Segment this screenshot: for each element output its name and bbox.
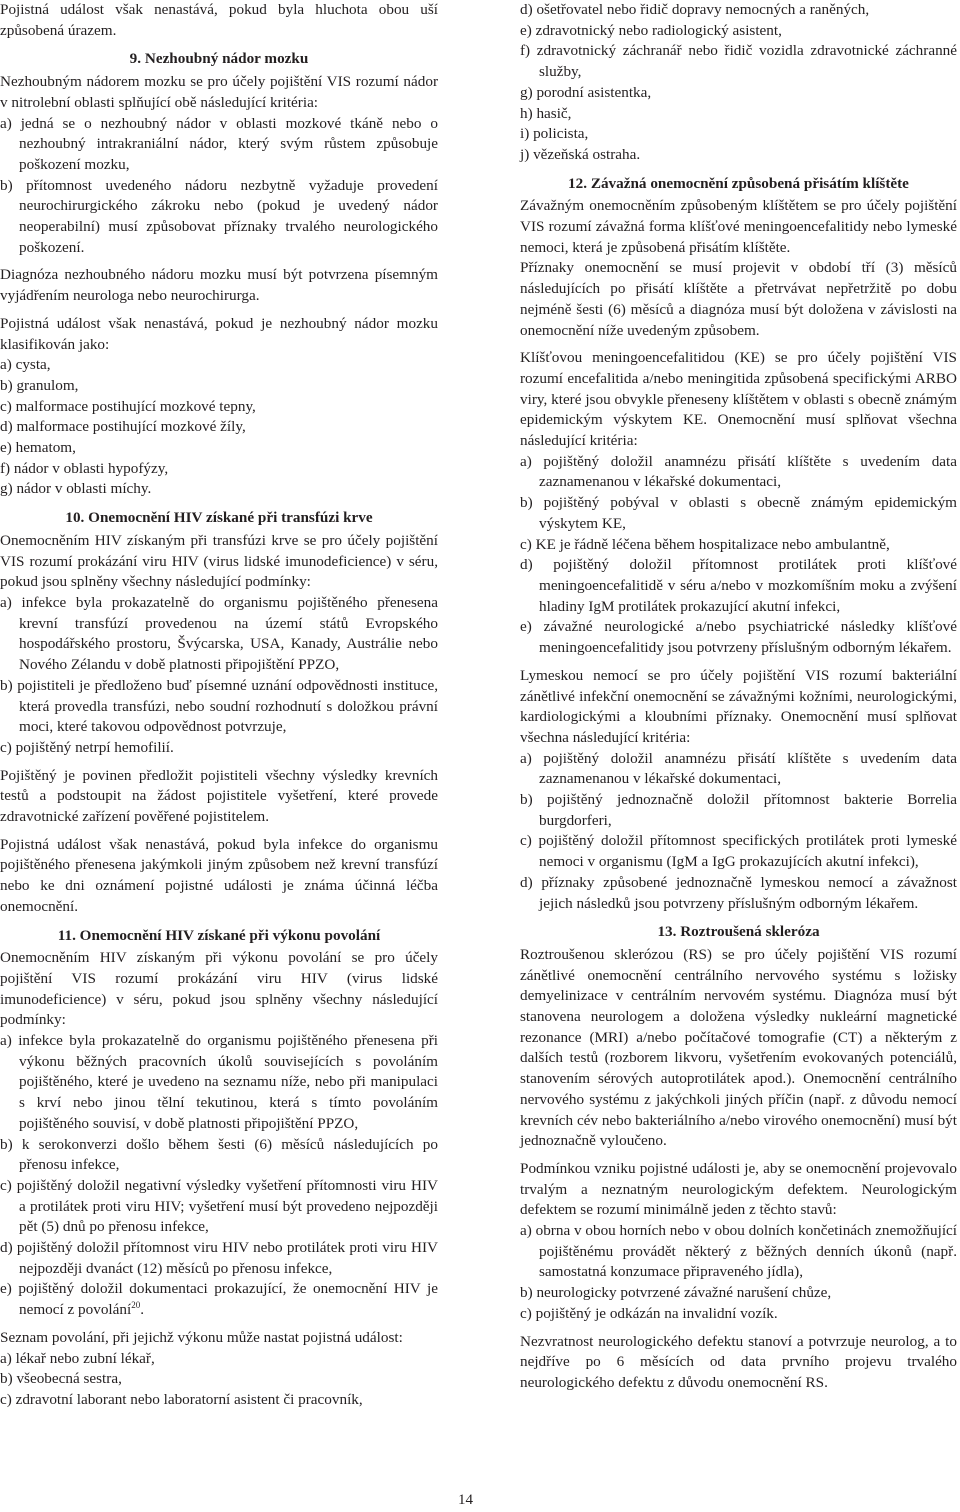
paragraph: Seznam povolání, při jejichž výkonu může nastat pojistná událost: (0, 1328, 403, 1346)
list-item: f) zdravotnický záchranář nebo řidič vozidla zdravotnické záchranné služby, (520, 42, 957, 81)
list-item: d) pojištěný doložil přítomnost protilátek proti klíšťové meningoencefalitidě v séru a/nebo v mozkomíšním moku a zvýšení hladiny IgM protilátek prokazující akutní infekci, (520, 556, 957, 615)
section-heading-10: 10. Onemocnění HIV získané při transfúzi krve (65, 509, 373, 527)
list-item: b) neurologicky potvrzené závažné narušení chůze, (520, 1284, 832, 1302)
list-item: b) k serokonverzi došlo během šesti (6) měsíců následujících po přenosu infekce, (0, 1135, 438, 1174)
list-item: c) zdravotní laborant nebo laboratorní asistent či pracovník, (0, 1391, 363, 1408)
list-item: a) infekce byla prokazatelně do organismu pojištěného přenesena krevní transfúzí provedenou na území států Evropského hospodářského prostoru, Švýcarska, USA, Kanady, Austrálie nebo Nového Zélandu v době platnosti připojištění PPZO, (0, 593, 438, 674)
paragraph: Příznaky onemocnění se musí projevit v období tří (3) měsíců následujících po přisátí klíštěte a přetrvávat nepřetržitě po dobu nejméně šesti (6) měsíců a diagnóza musí být doložena v závislosti na onemocnění níže uvedeným způsobem. (520, 259, 957, 339)
list-item: e) závažné neurologické a/nebo psychiatrické následky klíšťové meningoencefalitidy jsou potvrzeny příslušným odborným lékařem. (520, 618, 957, 657)
list-item (0, 1279, 438, 1320)
paragraph: Lymeskou nemocí se pro účely pojištění VIS rozumí bakteriální zánětlivé infekční onemocnění se závažnými kožními, neurologickými, kardiologickými a kloubními příznaky. Onemocnění musí splňovat všechna následující kritéria: (520, 666, 957, 746)
paragraph: Roztroušenou sklerózou (RS) se pro účely pojištění VIS rozumí zánětlivé onemocnění centrálního nervového systému s ložisky demyelinizace v centrálním nervovém systému. Diagnóza musí být stanovena neurologem a doložena výsledky nukleární magnetické rezonance (MRI) a/nebo počítačové tomografie (CT) a některým z dalších testů (rozborem likvoru, vyšetřením evokovaných potenciálů, stanovením sérových autoprotilátek apod.). Onemocnění centrálního nervového systému z jakýchkoli jiných příčin (např. z důvodu nemocí krevních cév nebo bakteriálního a/nebo virového onemocnění) musí být jednoznačně vyloučeno. (520, 945, 957, 1150)
list-item: a) infekce byla prokazatelně do organismu pojištěného přenesena při výkonu běžných pracovních úkolů souvisejících s povoláním pojištěného, které je uvedeno na seznamu níže, nebo při manipulaci s krví nebo jinou tělní tekutinou, která s tímto povoláním pojištěného souvisí, v době platnosti připojištění PPZO, (0, 1032, 438, 1132)
list-item-end: . (140, 1301, 144, 1319)
list-item: b) všeobecná sestra, (0, 1370, 122, 1388)
list-item: d) malformace postihující mozkové žíly, (0, 418, 246, 436)
list-item: f) nádor v oblasti hypofýzy, (0, 459, 169, 477)
list-item: a) pojištěný doložil anamnézu přisátí klíštěte s uvedením data zaznamenanou v lékařské dokumentaci, (520, 452, 957, 491)
section-heading-12: 12. Závažná onemocnění způsobená přisátím klíštěte (568, 174, 909, 192)
list-item: g) nádor v oblasti míchy. (0, 480, 152, 498)
right-column (520, 0, 957, 1394)
list-item: b) pojištěný jednoznačně doložil přítomnost bakterie Borrelia burgdorferi, (520, 791, 957, 829)
list-item: a) obrna v obou horních nebo v obou dolních končetinách znemožňující pojištěnému provádět některý z běžných denních úkonů (např. samostatná konzumace připraveného jídla), (520, 1222, 957, 1281)
paragraph: Nezhoubným nádorem mozku se pro účely pojištění VIS rozumí nádor v nitrolební oblasti splňující obě následující kritéria: (0, 73, 438, 111)
list-item: e) zdravotnický nebo radiologický asistent, (520, 21, 782, 39)
paragraph: Pojistná událost však nenastává, pokud je nezhoubný nádor mozku klasifikován jako: (0, 314, 438, 353)
list-item: c) pojištěný je odkázán na invalidní vozík. (520, 1304, 778, 1322)
list-item: i) policista, (520, 125, 589, 143)
list-item: e) hematom, (0, 439, 76, 457)
list-item: b) pojištěný pobýval v oblasti s obecně známým epidemickým výskytem KE, (520, 494, 957, 532)
page-number: 14 (458, 1492, 473, 1508)
paragraph: Podmínkou vzniku pojistné události je, aby se onemocnění projevovalo trvalým a neznatným neurologickým defektem. Neurologickým defektem se rozumí minimálně jeden z těchto stavů: (520, 1159, 957, 1219)
section-heading-9: 9. Nezhoubný nádor mozku (129, 50, 309, 68)
footnote-ref: 20 (131, 1300, 141, 1311)
list-item: c) KE je řádně léčena během hospitalizace nebo ambulantně, (520, 535, 890, 553)
paragraph: Onemocněním HIV získaným při transfúzi krve se pro účely pojištění VIS rozumí prokázání viru HIV (virus lidské imunodeficience) v séru, pokud jsou splněny všechny následující podmínky: (0, 531, 438, 591)
list-item: j) vězeňská ostraha. (520, 145, 641, 163)
list-item: a) cysta, (0, 356, 51, 374)
list-item: a) lékař nebo zubní lékař, (0, 1349, 155, 1367)
list-item: d) příznaky způsobené jednoznačně lymeskou nemocí a závažnost jejich následků jsou potvrzeny příslušným odborným lékařem. (520, 873, 957, 912)
section-heading-11: 11. Onemocnění HIV získané při výkonu povolání (57, 926, 381, 944)
list-item: g) porodní asistentka, (520, 83, 652, 101)
list-item: b) přítomnost uvedeného nádoru nezbytně vyžaduje provedení neurochirurgického zákroku nebo (pokud je uvedený nádor neoperabilní) musí způsobovat příznaky trvalého neurologického poškození. (0, 176, 438, 256)
paragraph: Klíšťovou meningoencefalitidou (KE) se pro účely pojištění VIS rozumí encefalitida a/nebo meningitida způsobená specifickými ARBO viry, které jsou obvykle přeneseny klíštětem v oblasti s obecně známým epidemickým výskytem KE. Onemocnění musí splňovat všechna následující kritéria: (520, 349, 957, 450)
list-item-text: e) pojištěný doložil dokumentaci prokazující, že onemocnění HIV je nemocí z povolání (0, 1280, 438, 1319)
list-item: b) pojistiteli je předloženo buď písemné uznání odpovědnosti instituce, která provedla transfúzi, nebo soudní rozhodnutí s doložkou právní moci, které takovou odpovědnost potvrzuje, (0, 676, 438, 736)
paragraph: Onemocněním HIV získaným při výkonu povolání se pro účely pojištění VIS rozumí prokázání viru HIV (virus lidské imunodeficience) v séru, pokud jsou splněny všechny následující podmínky: (0, 949, 438, 1029)
paragraph: Závažným onemocněním způsobeným klíštětem se pro účely pojištění VIS rozumí závažná forma klíšťové meningoencefalitidy nebo lymeské nemoci, která je způsobená přisátím klíštěte. (520, 197, 957, 256)
paragraph: Nezvratnost neurologického defektu stanoví a potvrzuje neurolog, a to nejdříve po 6 měsících od data prvního projevu trvalého neurologického defektu z důvodu onemocnění RS. (520, 1332, 957, 1391)
list-item: a) pojištěný doložil anamnézu přisátí klíštěte s uvedením data zaznamenanou v lékařské dokumentaci, (520, 749, 957, 788)
list-item: b) granulom, (0, 376, 79, 394)
list-item: c) malformace postihující mozkové tepny, (0, 397, 256, 415)
paragraph: Pojištěný je povinen předložit pojistiteli všechny výsledky krevních testů a podstoupit na žádost pojistitele vyšetření, které provede zdravotnické zařízení pověřené pojistitelem. (0, 766, 438, 826)
list-item: c) pojištěný doložil negativní výsledky vyšetření přítomnosti viru HIV a protilátek proti viru HIV; vyšetření musí být provedeno nejpozději pět (5) dnů po přenosu infekce, (0, 1176, 438, 1236)
left-column (0, 0, 438, 1411)
list-item: c) pojištěný doložil přítomnost specifických protilátek proti lymeské nemoci v organismu (IgM a IgG prokazujících akutní infekci), (520, 832, 957, 871)
paragraph: Pojistná událost však nenastává, pokud byla infekce do organismu pojištěného přenesena jakýmkoli jiným způsobem než krevní transfúzí nebo ke dni oznámení pojistné události je známa účinná léčba onemocnění. (0, 835, 438, 915)
list-item: d) pojištěný doložil přítomnost viru HIV nebo protilátek proti viru HIV nejpozději dvanáct (12) měsíců po přenosu infekce, (0, 1239, 438, 1277)
list-item: a) jedná se o nezhoubný nádor v oblasti mozkové tkáně nebo o nezhoubný intrakraniální nádor, který svým růstem způsobuje poškození mozku, (0, 114, 438, 173)
section-heading-13: 13. Roztroušená skleróza (657, 923, 820, 941)
list-item: h) hasič, (520, 104, 572, 122)
list-item: d) ošetřovatel nebo řidič dopravy nemocných a raněných, (520, 1, 870, 18)
list-item: c) pojištěný netrpí hemofilií. (0, 738, 174, 756)
paragraph: Diagnóza nezhoubného nádoru mozku musí být potvrzena písemným vyjádřením neurologa nebo neurochirurga. (0, 266, 438, 305)
paragraph: Pojistná událost však nenastává, pokud byla hluchota obou uší způsobená úrazem. (0, 1, 438, 39)
